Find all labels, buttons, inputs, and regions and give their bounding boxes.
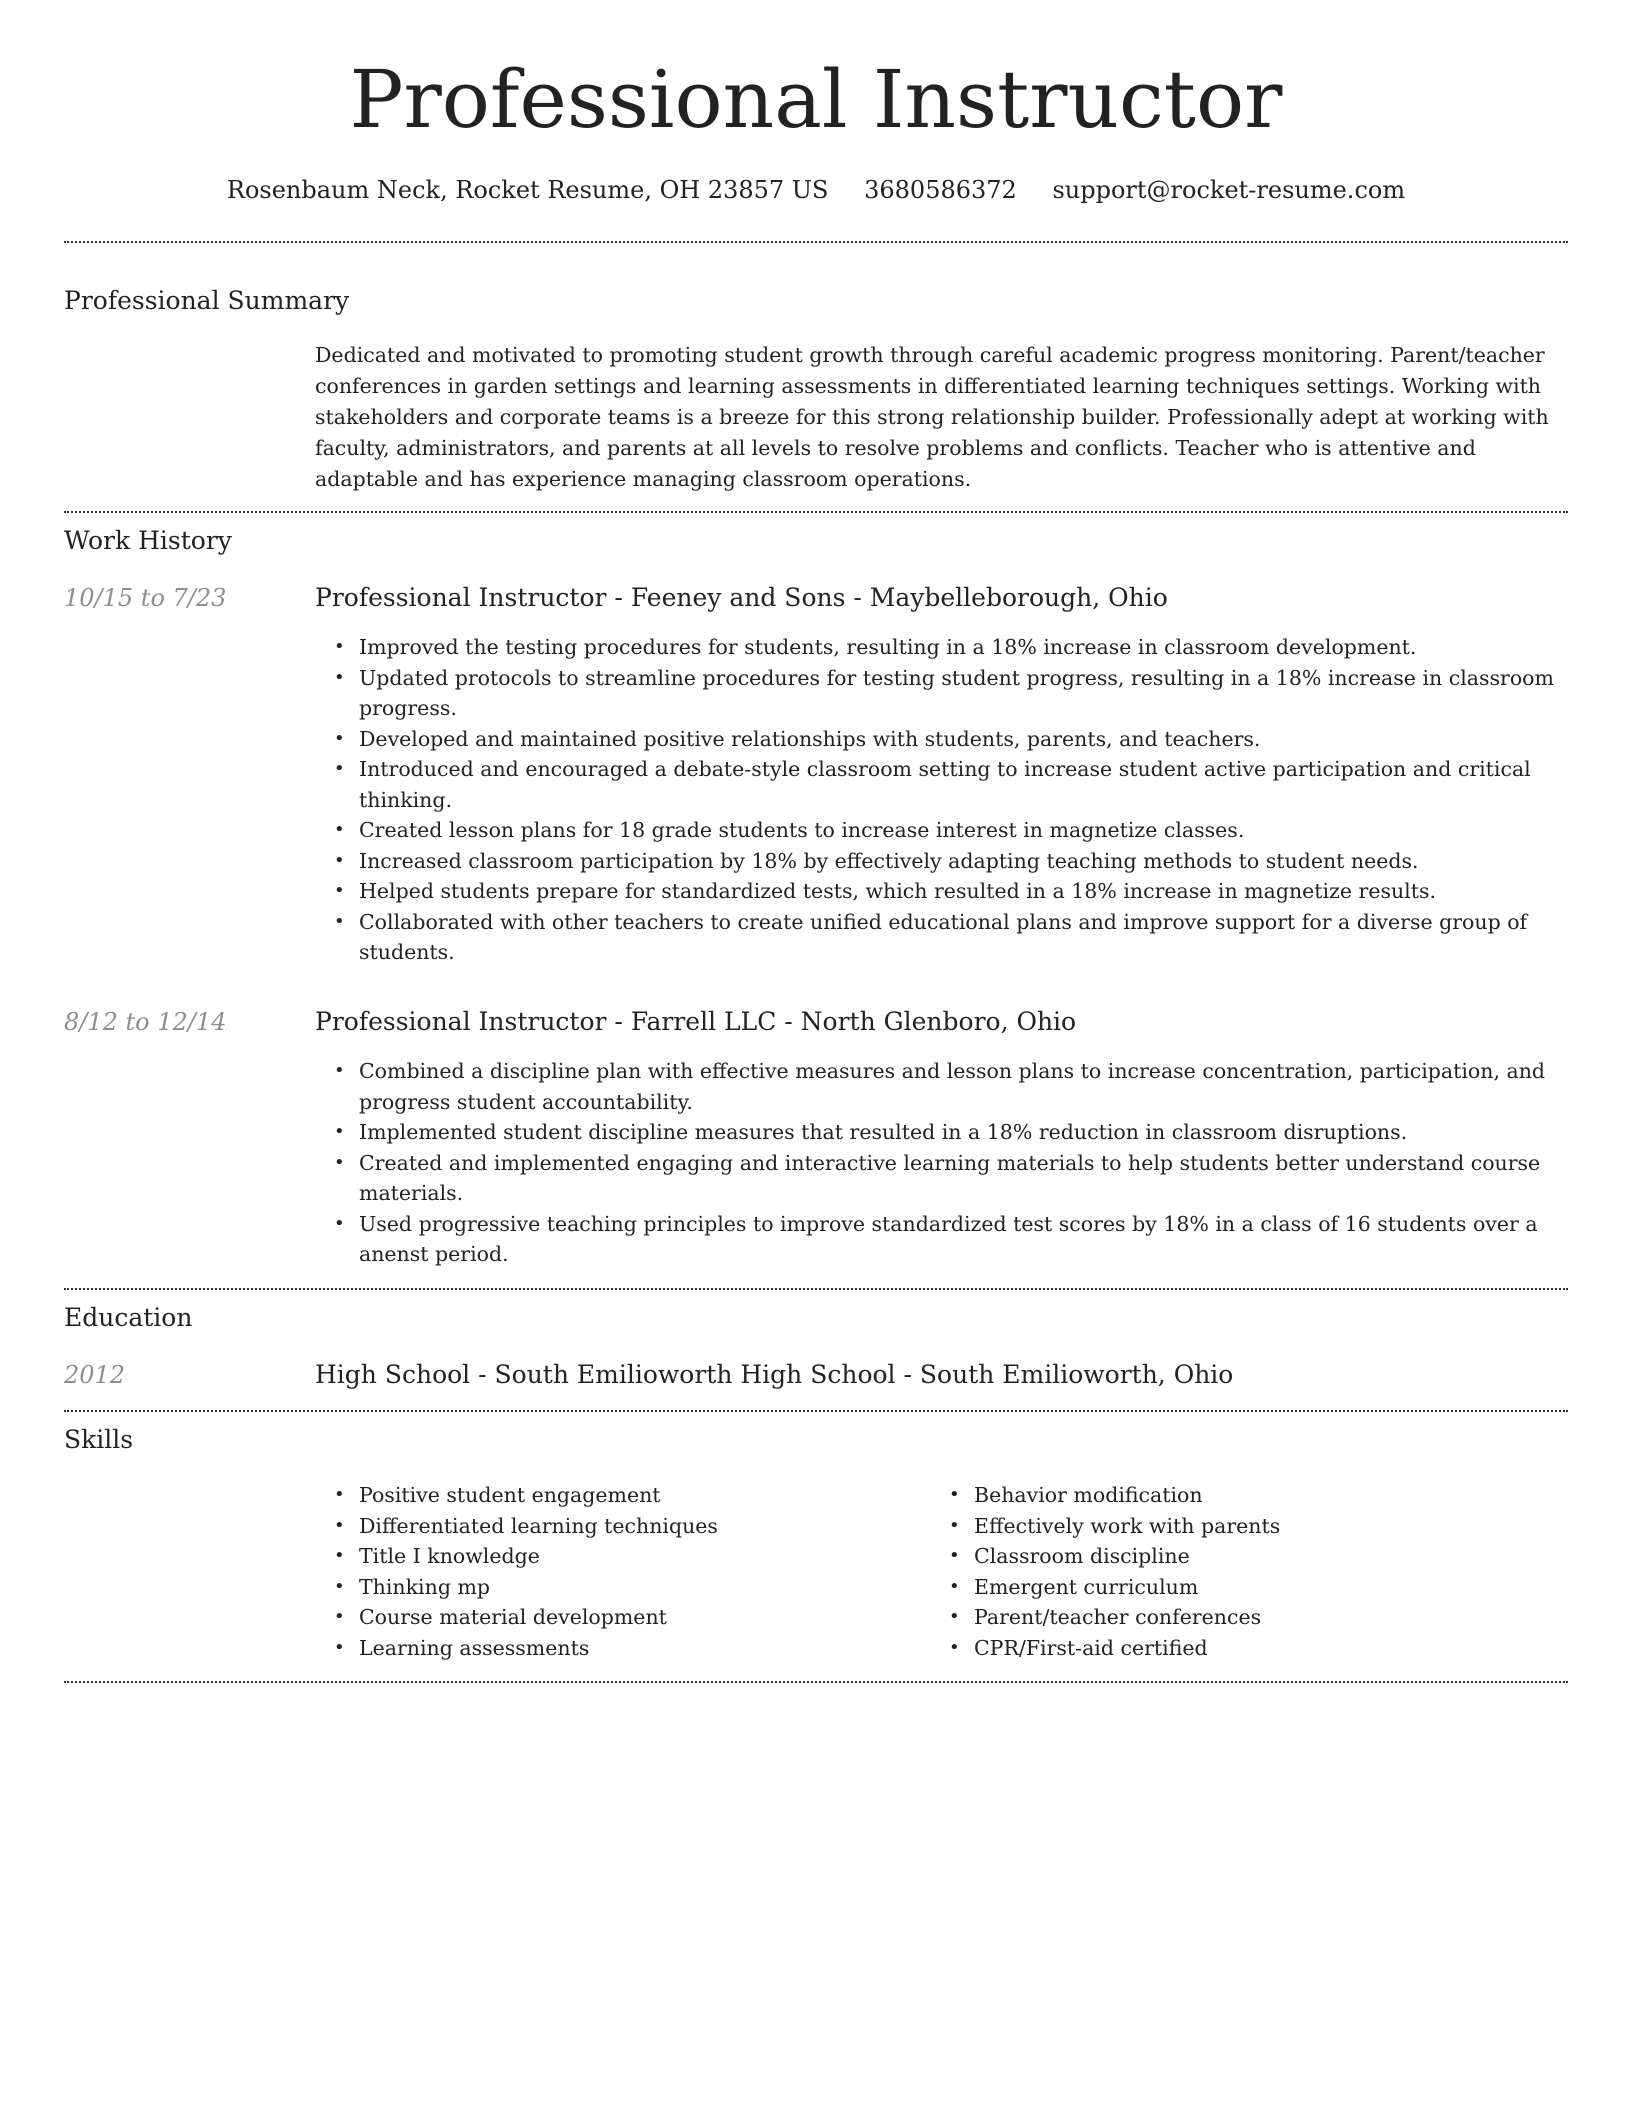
skill-item: • Thinking mp — [359, 1572, 915, 1603]
job-bullet: • Created and implemented engaging and interactive learning materials to help students better understand course materials. — [359, 1148, 1565, 1209]
skill-item: • Classroom discipline — [974, 1541, 1530, 1572]
contact-address: Rosenbaum Neck, Rocket Resume, OH 23857 US — [226, 176, 829, 204]
job-bullet: • Updated protocols to streamline procedures for testing student progress, resulting in a 18% increase in classroom progress. — [359, 663, 1565, 724]
education-dates: 2012 — [64, 1361, 126, 1389]
job-bullet-list — [315, 632, 1565, 968]
job-bullet-list — [315, 1056, 1565, 1270]
job-dates: 8/12 to 12/14 — [64, 1008, 227, 1036]
skill-item: • Behavior modification — [974, 1480, 1530, 1511]
candidate-name: Professional Instructor — [349, 53, 1283, 146]
job-dates: 10/15 to 7/23 — [64, 584, 227, 612]
work-history-section-title: Work History — [64, 526, 232, 555]
skill-item: • Emergent curriculum — [974, 1572, 1530, 1603]
job-bullet: • Used progressive teaching principles to improve standardized test scores by 18% in a class of 16 students over a anenst period. — [359, 1209, 1565, 1270]
skill-item: • Positive student engagement — [359, 1480, 915, 1511]
skill-item: • Effectively work with parents — [974, 1511, 1530, 1542]
job-bullet: • Introduced and encouraged a debate-style classroom setting to increase student active participation and critical thinking. — [359, 754, 1565, 815]
section-divider — [64, 1681, 1568, 1683]
summary-section-title: Professional Summary — [64, 286, 350, 315]
section-divider — [64, 511, 1568, 513]
job-bullet: • Collaborated with other teachers to create unified educational plans and improve support for a diverse group of students. — [359, 907, 1565, 968]
skill-item: • Learning assessments — [359, 1633, 915, 1664]
skill-item: • CPR/First-aid certified — [974, 1633, 1530, 1664]
skills-list-right — [930, 1480, 1530, 1663]
skills-section-title: Skills — [64, 1425, 134, 1454]
job-title: Professional Instructor - Farrell LLC - North Glenboro, Ohio — [315, 1007, 1077, 1036]
contact-email: support@rocket-resume.com — [1052, 176, 1406, 204]
skill-item: • Course material development — [359, 1602, 915, 1633]
job-title: Professional Instructor - Feeney and Sons - Maybelleborough, Ohio — [315, 583, 1168, 612]
job-bullet: • Developed and maintained positive relationships with students, parents, and teachers. — [359, 724, 1565, 755]
job-bullet: • Increased classroom participation by 18% by effectively adapting teaching methods to student needs. — [359, 846, 1565, 877]
section-divider — [64, 1410, 1568, 1412]
section-divider — [64, 1288, 1568, 1290]
section-divider — [64, 241, 1568, 243]
summary-text: Dedicated and motivated to promoting student growth through careful academic progress monitoring. Parent/teacher conferences in garden settings and learning assessments in differentiated learning techniques settings. Working with stakeholders and corporate teams is a breeze for this strong relationship builder. Professionally adept at working with faculty, administrators, and parents at all levels to resolve problems and conflicts. Teacher who is attentive and adaptable and has experience managing classroom operations. — [315, 343, 1549, 491]
job-bullet: • Improved the testing procedures for students, resulting in a 18% increase in classroom development. — [359, 632, 1565, 663]
skill-item: • Differentiated learning techniques — [359, 1511, 915, 1542]
job-bullet: • Helped students prepare for standardized tests, which resulted in a 18% increase in magnetize results. — [359, 876, 1565, 907]
job-bullet: • Created lesson plans for 18 grade students to increase interest in magnetize classes. — [359, 815, 1565, 846]
contact-phone: 3680586372 — [864, 176, 1017, 204]
skills-list-left — [315, 1480, 915, 1663]
education-degree: High School - South Emilioworth High School - South Emilioworth, Ohio — [315, 1360, 1234, 1389]
contact-line — [64, 170, 1568, 210]
skill-item: • Parent/teacher conferences — [974, 1602, 1530, 1633]
education-section-title: Education — [64, 1303, 193, 1332]
job-bullet: • Combined a discipline plan with effective measures and lesson plans to increase concentration, participation, and progress student accountability. — [359, 1056, 1565, 1117]
job-bullet: • Implemented student discipline measures that resulted in a 18% reduction in classroom disruptions. — [359, 1117, 1565, 1148]
skill-item: • Title I knowledge — [359, 1541, 915, 1572]
